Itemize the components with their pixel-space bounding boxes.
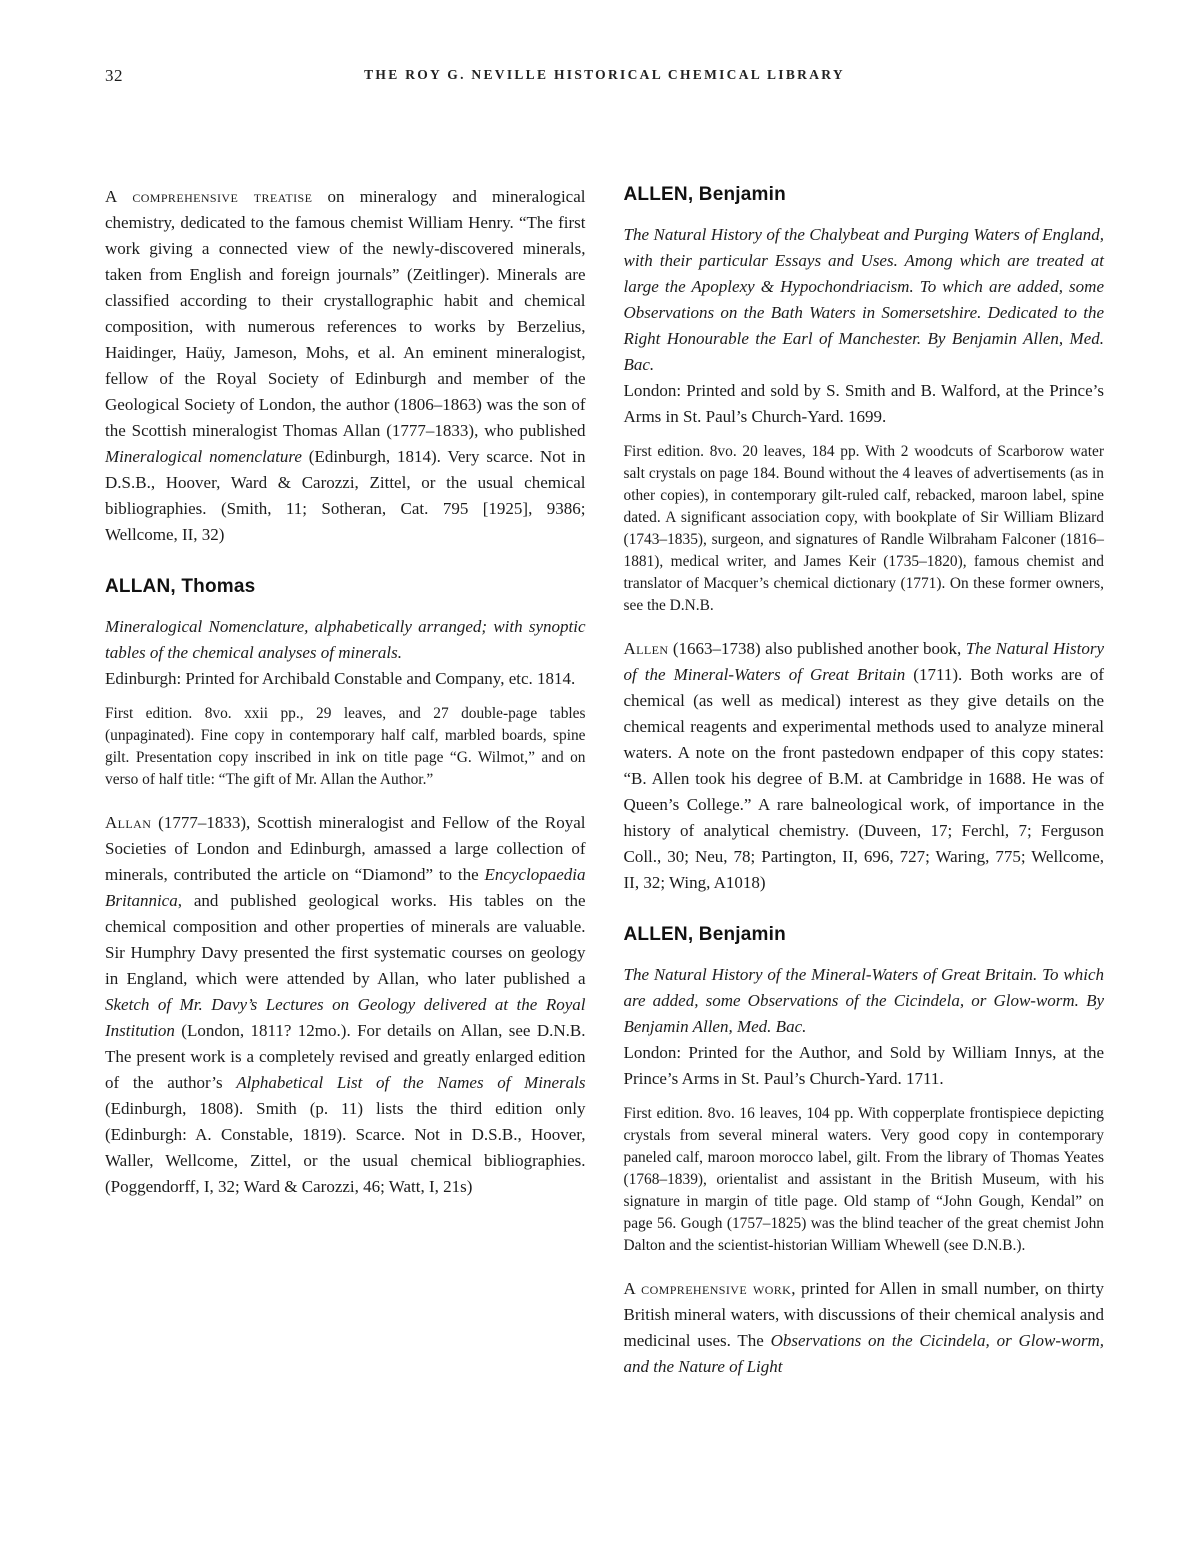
entry-title: The Natural History of the Chalybeat and Purging Waters of England, with their particular Essays and Uses. Among which are treated at large the Apoplexy & Hypochondriacism. To which are added, some Observations on the Bath Waters in Somersetshire. Dedicated to the Right Honourable the Earl of Manchester. By Benjamin Allen, Med. Bac. London: Printed and sold by S. Smith and B. Walford, at the Prince’s Arms in St. Paul’s Church-Yard. 1699. [623,225,1104,426]
entry-paragraph: Allan (1777–1833), Scottish mineralogist and Fellow of the Royal Societies of London and Edinburgh, amassed a large collection of minerals, contributed the article on “Diamond” to the Encyclopaedia Britannica, and published geological works. His tables on the chemical composition and other properties of minerals are valuable. Sir Humphry Davy presented the first systematic courses on geology in England, which were attended by Allan, who later published a Sketch of Mr. Davy’s Lectures on Geology delivered at the Royal Institution (London, 1811? 12mo.). For details on Allan, see D.N.B. The present work is a completely revised and greatly enlarged edition of the author’s Alphabetical List of the Names of Minerals (Edinburgh, 1808). Smith (p. 11) lists the third edition only (Edinburgh: A. Constable, 1819). Scarce. Not in D.S.B., Hoover, Waller, Wellcome, Zittel, or the usual chemical bibliographies. (Poggendorff, I, 32; Ward & Carozzi, 46; Watt, I, 21s) [105,813,586,1196]
entry-paragraph: A comprehensive work, printed for Allen in small number, on thirty British mineral waters, with discussions of their chemical analysis and medicinal uses. The Observations on the Cicindela, or Glow-worm, and the Nature of Light [623,1279,1104,1376]
right-column [624,184,1105,1398]
entry-collation: First edition. 8vo. xxii pp., 29 leaves, and 27 double-page tables (unpaginated). Fine copy in contemporary half calf, marbled boards, spine gilt. Presentation copy inscribed in ink on title page “G. Wilmot,” and on verso of half title: “The gift of Mr. Allan the Author.” [105,705,586,788]
running-header-title: THE ROY G. NEVILLE HISTORICAL CHEMICAL LIBRARY [364,67,845,82]
entry-heading: ALLEN, Benjamin [623,184,786,205]
page-number: 32 [105,66,123,85]
page-header [105,66,1104,88]
entry-title: Mineralogical Nomenclature, alphabetically arranged; with synoptic tables of the chemical analyses of minerals. Edinburgh: Printed for Archibald Constable and Company, etc. 1814. [105,617,586,688]
entry-heading: ALLAN, Thomas [105,576,256,597]
entry-collation: First edition. 8vo. 20 leaves, 184 pp. With 2 woodcuts of Scarborow water salt crystals on page 184. Bound without the 4 leaves of advertisements (as in other copies), in contemporary gilt-ruled calf, rebacked, maroon label, spine dated. A significant association copy, with bookplate of Sir William Blizard (1743–1835), surgeon, and signatures of Randle Wilbraham Falconer (1816–1881), medical writer, and James Keir (1735–1820), famous chemist and translator of Macquer’s chemical dictionary (1771). On these former owners, see the D.N.B. [623,443,1104,614]
entry-paragraph: A comprehensive treatise on mineralogy and mineralogical chemistry, dedicated to the famous chemist William Henry. “The first work giving a connected view of the newly-discovered minerals, taken from English and foreign journals” (Zeitlinger). Minerals are classified according to their crystallographic habit and chemical composition, with numerous references to works by Berzelius, Haidinger, Haüy, Jameson, Mohs, et al. An eminent mineralogist, fellow of the Royal Society of Edinburgh and member of the Geological Society of London, the author (1806–1863) was the son of the Scottish mineralogist Thomas Allan (1777–1833), who published Mineralogical nomenclature (Edinburgh, 1814). Very scarce. Not in D.S.B., Hoover, Ward & Carozzi, Zittel, or the usual chemical bibliographies. (Smith, 11; Sotheran, Cat. 795 [1925], 9386; Wellcome, II, 32) [105,187,586,544]
text-columns [105,184,1104,1398]
left-column [105,184,586,1398]
entry-collation: First edition. 8vo. 16 leaves, 104 pp. With copperplate frontispiece depicting crystals from several mineral waters. Very good copy in contemporary paneled calf, maroon morocco label, gilt. From the library of Thomas Yeates (1768–1839), orientalist and assistant in the British Museum, with his signature in margin of title page. Old stamp of “John Gough, Kendal” on page 56. Gough (1757–1825) was the blind teacher of the great chemist John Dalton and the scientist-historian William Whewell (see D.N.B.). [623,1105,1104,1254]
entry-title: The Natural History of the Mineral-Waters of Great Britain. To which are added, some Observations of the Cicindela, or Glow-worm. By Benjamin Allen, Med. Bac. London: Printed for the Author, and Sold by William Innys, at the Prince’s Arms in St. Paul’s Church-Yard. 1711. [623,965,1104,1088]
entry-heading: ALLEN, Benjamin [623,924,786,945]
entry-paragraph: Allen (1663–1738) also published another book, The Natural History of the Mineral-Waters of Great Britain (1711). Both works are of chemical (as well as medical) interest as they give details on the chemical reagents and experimental methods used to analyze mineral waters. A note on the front pastedown endpaper of this copy states: “B. Allen took his degree of B.M. at Cambridge in 1688. He was of Queen’s College.” A rare balneological work, of importance in the history of analytical chemistry. (Duveen, 17; Ferchl, 7; Ferguson Coll., 30; Neu, 78; Partington, II, 696, 727; Waring, 775; Wellcome, II, 32; Wing, A1018) [623,639,1104,892]
